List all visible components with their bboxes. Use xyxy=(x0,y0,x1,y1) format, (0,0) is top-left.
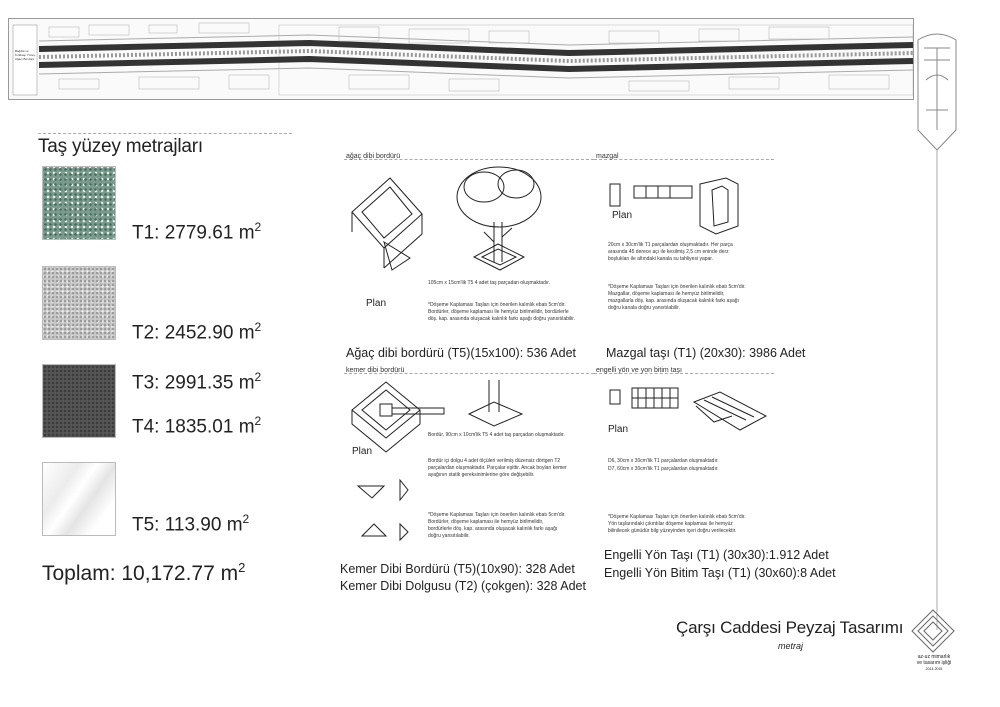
street-plan-svg xyxy=(9,19,913,99)
engelli-note-2: D7, 60cm x 30cm'lik T1 parçalardan oluşmaktadır. xyxy=(608,466,719,472)
kemer-plan-label: Plan xyxy=(352,446,373,457)
mazgal-note-2: *Döşeme Kaplaması Taşları için önerilen kalınlık ebatı 5cm'dir. Mazgallar, döşeme kaplaması ile hemyüz birilmelidir, mazgallarla döş. kap. arasında oluşacak kalınlık farkı aşağı doğru kanala doğru yansıtılabilir. xyxy=(608,284,746,311)
stone-swatch-t5 xyxy=(42,462,116,536)
kemer-caption-2: Kemer Dibi Dolgusu (T2) (çokgen): 328 Adet xyxy=(340,579,586,593)
agac-drawing xyxy=(344,162,594,352)
stone-value-t2: T2: 2452.90 $m^2$ xyxy=(132,320,262,344)
stone-value-t4: T4: 1835.01 $m^2$ xyxy=(132,414,262,438)
stone-swatch-t1 xyxy=(42,166,116,240)
kemer-note-2: Bordür içi dolgu 4 adet ölçüleri verilmiş düzensiz dörtgen T2 parçalardan oluşmaktadır. Parçalar eşittir. Ancak boyları kemer ayağının statik gereksinimlerine göre değişebilir. xyxy=(428,458,567,478)
agac-note-2: *Döşeme Kaplaması Taşları için önerilen kalınlık ebatı 5cm'dir. Bordürler, döşeme kaplaması ile hemyüz birilmelidir, bordürlerle döş. kap. arasında oluşacak kalınlık farkı aşağı doğru yansıtılabilir. xyxy=(428,302,576,322)
mazgal-drawing xyxy=(596,166,776,246)
total-value: Toplam: 10,172.77 $m^2$ xyxy=(42,560,246,585)
kemer-note-1: Bordür, 90cm x 10cm'lik T5 4 adet taş parçadan oluşmaktadır. xyxy=(428,432,565,438)
kemer-section-label: kemer dibi bordürü xyxy=(346,367,405,374)
stone-value-t3: T3: 2991.35 $m^2$ xyxy=(132,370,262,394)
mazgal-note-1: 20cm x 30cm'lik T1 parçalardan oluşmaktadır. Her parça arasında 45 derece açı ile kesilmiş 2,5 cm eninde derz boşlukları ile altındaki kanala su tahliyesi yapar. xyxy=(608,242,733,262)
agac-note-1: 105cm x 15cm'lik T5 4 adet taş parçadan oluşmaktadır. xyxy=(428,280,551,286)
engelli-section-label: engelli yön ve yon bitim taşı xyxy=(596,367,682,374)
page-title: Taş yüzey metrajları xyxy=(38,136,203,157)
mazgal-plan-label: Plan xyxy=(612,210,633,221)
agac-caption: Ağaç dibi bordürü (T5)(15x100): 536 Adet xyxy=(346,346,576,360)
stone-value-t5: T5: 113.90 $m^2$ xyxy=(132,512,250,536)
office-logo-icon xyxy=(910,608,956,654)
stone-swatch-t2 xyxy=(42,266,116,340)
office-logo-text xyxy=(904,654,964,672)
engelli-plan-label: Plan xyxy=(608,424,629,435)
side-ornament xyxy=(912,30,962,650)
engelli-caption-2: Engelli Yön Bitim Taşı (T1) (30x60):8 Adet xyxy=(604,566,836,580)
kemer-caption-1: Kemer Dibi Bordürü (T5)(10x90): 328 Adet xyxy=(340,562,575,576)
engelli-note-1: D6, 30cm x 30cm'lik T1 parçalardan oluşmaktadır. xyxy=(608,458,719,464)
plan-legend-label: Bağdat ve Kırkbaşı Yüzey Ağacı Bordürü xyxy=(15,49,36,61)
mazgal-divider xyxy=(594,159,774,160)
mazgal-section-label: mazgal xyxy=(596,153,619,160)
title-divider xyxy=(38,133,292,134)
agac-section-label: ağaç dibi bordürü xyxy=(346,153,401,160)
engelli-note-3: *Döşeme Kaplaması Taşları için önerilen kalınlık ebatı 5cm'dir. Yön taşlarındaki çıkıntılar döşeme kaplaması ile hemyüz bilinilecek günüdür bilg yüzeyinden içeri doğru verilecektir. xyxy=(608,514,746,534)
street-plan-drawing xyxy=(8,18,914,100)
project-title: Çarşı Caddesi Peyzaj Tasarımı xyxy=(676,618,904,637)
stone-value-t1: T1: 2779.61 $m^2$ xyxy=(132,220,262,244)
engelli-drawing xyxy=(596,380,776,460)
mazgal-caption: Mazgal taşı (T1) (20x30): 3986 Adet xyxy=(606,346,806,360)
stone-swatch-t3 xyxy=(42,364,116,438)
engelli-caption-1: Engelli Yön Taşı (T1) (30x30):1.912 Adet xyxy=(604,548,829,562)
logo-line-3: 2014-2015 xyxy=(925,667,943,671)
kemer-note-3: *Döşeme Kaplaması Taşları için önerilen kalınlık ebatı 5cm'dir. Bordürler, döşeme kaplaması ile hemyüz birilmelidir, bordürlerle döş. kap. arasında oluşacak kalınlık farkı aşağı doğru yansıtılabilir. xyxy=(428,512,566,539)
logo-line-2: ve tasarım işliği xyxy=(916,660,952,666)
logo-line-1: az-uz mimarlık xyxy=(917,654,951,660)
agac-plan-label: Plan xyxy=(366,298,387,309)
project-subtitle: metraj xyxy=(778,641,804,651)
